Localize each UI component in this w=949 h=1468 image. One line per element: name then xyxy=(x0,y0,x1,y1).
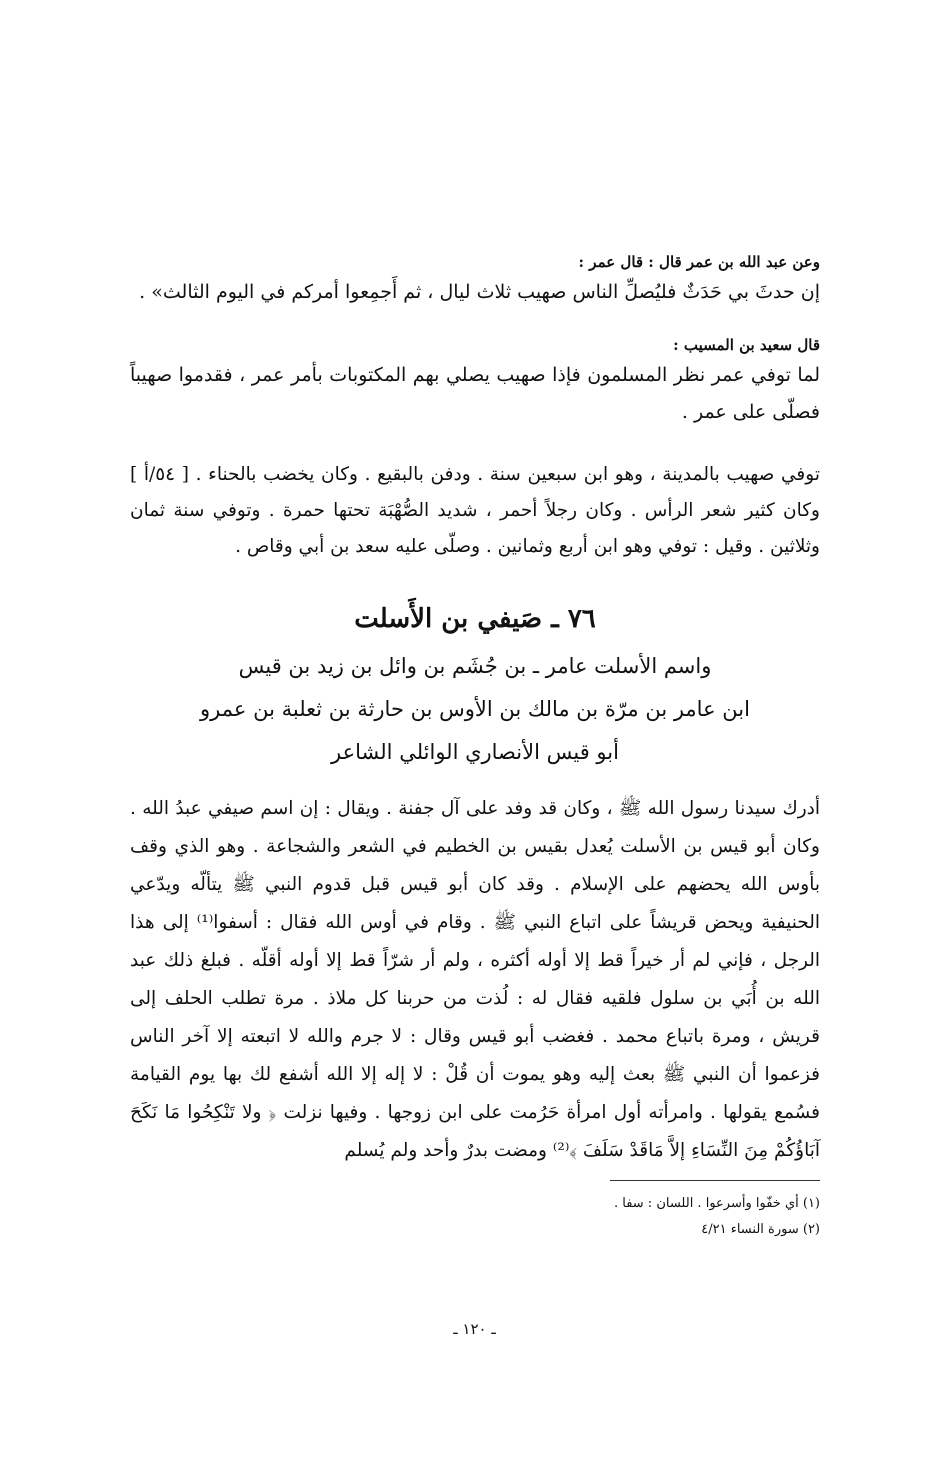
quote2-text: لما توفي عمر نظر المسلمون فإذا صهيب يصلي بهم المكتوبات بأمر عمر ، فقدموا صهيباً فصلّى على عمر . xyxy=(130,364,820,423)
footnote-2: (٢) سورة النساء ٤/٢١ xyxy=(701,1222,820,1237)
quote1-text: إن حدثَ بي حَدَثٌ فليُصلِّ الناس صهيب ثلاث ليال ، ثم أَجمِعوا أمركم في اليوم الثالث» . xyxy=(139,281,820,303)
section-subtitle-line-1: واسم الأسلت عامر ـ بن جُشَم بن وائل بن زيد بن قيس xyxy=(238,654,712,678)
page-number: ـ ١٢٠ ـ xyxy=(453,1320,496,1338)
section-subtitle-line-2: ابن عامر بن مرّة بن مالك بن الأوس بن حارثة بن ثعلبة بن عمرو xyxy=(200,697,750,721)
quote2-header: قال سعيد بن المسيب : xyxy=(673,336,820,354)
section-body: أدرك سيدنا رسول الله ﷺ ، وكان قد وفد على آل جفنة . ويقال : إن اسم صيفي عبدُ الله . وكان أبو قيس بن الأسلت يُعدل بقيس بن الخطيم في الشعر والشجاعة . وهو الذي وقف بأوس الله يحضهم على الإسلام . وقد كان أبو قيس قبل قدوم النبي ﷺ يتألّه ويدّعي الحنيفية ويحض قريشاً على اتباع النبي ﷺ . وقام في أوس الله فقال : أسفوا⁽¹⁾ إلى هذا الرجل ، فإني لم أر خيراً قط إلا أوله أكثره ، ولم أر شرّاً قط إلا أوله أقلّه . فبلغ ذلك عبد الله بن أُبَي بن سلول فلقيه فقال له : لُذت من حربنا كل ملاذ . مرة تطلب الحلف إلى قريش ، ومرة باتباع محمد . فغضب أبو قيس وقال : لا جرم والله لا اتبعته إلا آخر الناس فزعموا أن النبي ﷺ بعث إليه وهو يموت أن قُلْ : لا إله إلا الله أشفع لك بها يوم القيامة فسُمع يقولها . وامرأته أول امرأة حَرُمت على ابن زوجها . وفيها نزلت ﴿ ولا تَنْكِحُوا مَا نَكَحَ آبَاؤُكُمْ مِنَ النِّسَاءِ إلاَّ مَاقَدْ سَلَفَ ﴾⁽²⁾ ومضت بدرٌ وأحد ولم يُسلم xyxy=(130,798,821,1161)
quote1-header: وعن عبد الله بن عمر قال : قال عمر : xyxy=(578,253,820,271)
bio-paragraph: توفي صهيب بالمدينة ، وهو ابن سبعين سنة . ودفن بالبقيع . وكان يخضب بالحناء . [ ٥٤/أ ] وكان كثير شعر الرأس . وكان رجلاً أحمر ، شديد الصُّهْبَة تحتها حمرة . وتوفي سنة ثمان وثلاثين . وقيل : توفي وهو ابن أربع وثمانين . وصلّى عليه سعد بن أبي وقاص . xyxy=(130,464,820,557)
section-title: ٧٦ ـ صَيفي بن الأَسلت xyxy=(354,604,596,634)
section-subtitle-line-3: أبو قيس الأنصاري الوائلي الشاعر xyxy=(331,740,619,764)
page-content xyxy=(130,250,820,1243)
footnote-divider xyxy=(610,1180,820,1181)
footnote-1: (١) أي خفّوا وأسرعوا . اللسان : سفا . xyxy=(613,1196,820,1211)
